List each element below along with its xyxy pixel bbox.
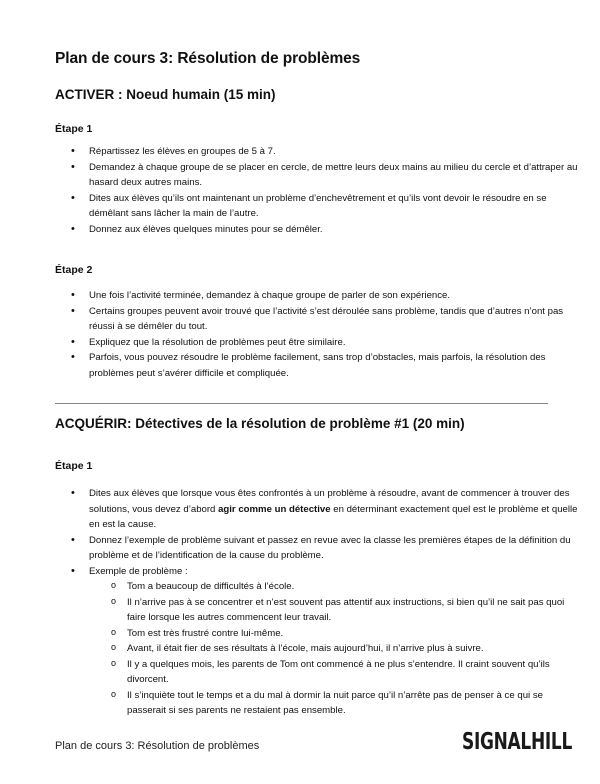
- item-text: en déterminant exactement quel est le problème et quelle en est la cause.: [89, 503, 578, 530]
- section1-step1-list: [55, 144, 584, 237]
- section2-step1-title: Étape 1: [55, 460, 93, 472]
- section2-step1-list: [55, 486, 584, 719]
- section1-step1-title: Étape 1: [55, 123, 93, 135]
- logo-text-signal: SIGNAL: [462, 728, 531, 756]
- sub-list-item: o Tom est très frustré contre lui-même.: [127, 626, 584, 642]
- item-text: Dites aux élèves que lorsque vous êtes confrontés à un problème à résoudre, avant de commencer à trouver des solutions, vous devez d’abord: [89, 488, 570, 515]
- list-item: • Expliquez que la résolution de problèmes peut être similaire.: [89, 335, 584, 351]
- sub-list-item: o Il s’inquiète tout le temps et a du mal à dormir la nuit parce qu’il n’arrête pas de penser à ce qui se passerait si ses parents ne restaient pas ensemble.: [127, 688, 584, 719]
- list-item: [89, 486, 584, 533]
- section1-step2-title: Étape 2: [55, 264, 93, 276]
- sub-list-item: o Il n’arrive pas à se concentrer et n’est souvent pas attentif aux instructions, si bien qu’il ne sait pas quoi faire lorsque les autres commencent leur travail.: [127, 595, 584, 626]
- list-item: • Dites aux élèves qu’ils ont maintenant un problème d’enchevêtrement et qu’ils vont devoir le résoudre en se démêlant sans lâcher la main de l’autre.: [89, 191, 584, 222]
- section-activer-title: ACTIVER : Noeud humain (15 min): [55, 87, 276, 102]
- footer-text: Plan de cours 3: Résolution de problèmes: [55, 740, 260, 752]
- list-item: • Parfois, vous pouvez résoudre le problème facilement, sans trop d’obstacles, mais parfois, la résolution des problèmes peut s’avérer difficile et compliquée.: [89, 350, 584, 381]
- section-acquerir-title: ACQUÉRIR: Détectives de la résolution de problème #1 (20 min): [55, 416, 465, 431]
- document-title: Plan de cours 3: Résolution de problèmes: [55, 50, 361, 67]
- list-item: • Demandez à chaque groupe de se placer en cercle, de mettre leurs deux mains au milieu du cercle et d’attraper au hasard deux autres mains.: [89, 160, 584, 191]
- list-item: [89, 564, 584, 719]
- list-item: • Donnez aux élèves quelques minutes pour se démêler.: [89, 222, 584, 238]
- section1-step2-list: [55, 288, 584, 381]
- signalhill-logo: [462, 728, 572, 756]
- list-item: • Une fois l’activité terminée, demandez à chaque groupe de parler de son expérience.: [89, 288, 584, 304]
- sub-list-item: o Tom a beaucoup de difficultés à l’école.: [127, 579, 584, 595]
- sub-list-item: o Avant, il était fier de ses résultats à l’école, mais aujourd’hui, il n’arrive plus à suivre.: [127, 641, 584, 657]
- item-text: Exemple de problème :: [89, 565, 188, 577]
- example-sublist: [89, 579, 584, 719]
- sub-list-item: o Il y a quelques mois, les parents de Tom ont commencé à ne plus s’entendre. Il craint souvent qu’ils divorcent.: [127, 657, 584, 688]
- section-divider: [55, 403, 548, 404]
- emphasis-text: agir comme un détective: [218, 503, 331, 515]
- list-item: • Répartissez les élèves en groupes de 5 à 7.: [89, 144, 584, 160]
- list-item: • Certains groupes peuvent avoir trouvé que l’activité s’est déroulée sans problème, tandis que d’autres n’ont pas réussi à se démêler du tout.: [89, 304, 584, 335]
- list-item: • Donnez l’exemple de problème suivant et passez en revue avec la classe les premières étapes de la définition du problème et de l’identification de la cause du problème.: [89, 533, 584, 564]
- logo-text-hill: HILL: [530, 728, 572, 756]
